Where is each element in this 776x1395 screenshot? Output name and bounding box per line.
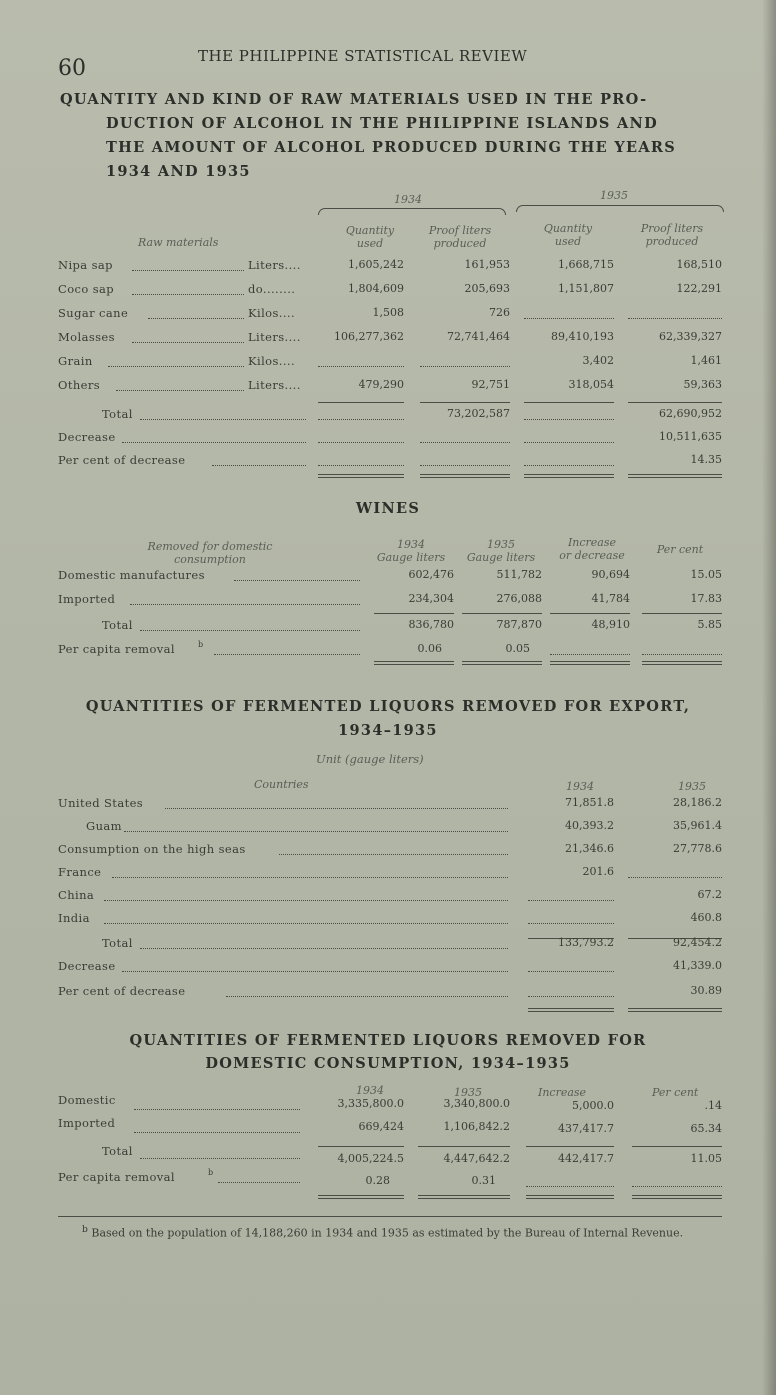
t1-summary-empty-cell	[524, 442, 614, 443]
exp-cell: 71,851.8	[565, 796, 614, 809]
t1-row-label: Sugar cane	[58, 306, 129, 320]
t1-summary-empty-cell	[318, 419, 404, 420]
dom-double-rule	[632, 1195, 722, 1196]
t1-double-rule	[628, 477, 722, 478]
t1-cell: 1,461	[690, 354, 722, 367]
wines-double-rule	[642, 661, 722, 662]
wines-cell: 17.83	[690, 592, 722, 605]
wines-double-rule	[462, 664, 542, 665]
exp-cell: 201.6	[582, 865, 614, 878]
t1-cell: 106,277,362	[334, 330, 404, 343]
exp-col-1934: 1934	[566, 780, 594, 793]
wines-col-1934: 1934 Gauge liters	[376, 538, 446, 564]
exp-leader	[122, 971, 508, 972]
t1-summary-empty-cell	[524, 465, 614, 466]
t1-total-rule	[628, 402, 722, 403]
exp-leader	[104, 900, 508, 901]
t1-row-unit: Liters....	[248, 378, 301, 392]
exp-summary-cell: 30.89	[690, 984, 722, 997]
t1-summary-row-label: Total	[102, 407, 133, 421]
dom-col-1935: 1935	[454, 1086, 482, 1099]
t1-cell: 72,741,464	[447, 330, 510, 343]
wines-cell: 41,784	[591, 592, 630, 605]
t1-summary-leader	[212, 465, 306, 466]
dom-title-line-1: QUANTITIES OF FERMENTED LIQUORS REMOVED FOR	[129, 1032, 647, 1049]
exp-empty-cell	[528, 971, 614, 972]
t1-row-unit: Liters....	[248, 330, 301, 344]
t1-row-label: Nipa sap	[58, 258, 113, 272]
t1-row-unit: Liters....	[248, 258, 301, 272]
exp-leader	[279, 854, 508, 855]
dom-cell: 5,000.0	[572, 1099, 614, 1112]
dom-cell: .14	[704, 1099, 722, 1112]
exp-cell: 35,961.4	[673, 819, 722, 832]
wines-double-rule	[374, 664, 454, 665]
t1-cell: 1,804,609	[348, 282, 404, 295]
t1-row-unit: Kilos....	[248, 306, 295, 320]
t1-double-rule	[524, 477, 614, 478]
t1-cell: 1,151,807	[558, 282, 614, 295]
t1-cell: 161,953	[464, 258, 510, 271]
dom-percap-label: Per capita removal	[58, 1170, 176, 1184]
t1-cell: 122,291	[676, 282, 722, 295]
exp-cell: 27,778.6	[673, 842, 722, 855]
footnote-mark: b	[82, 1224, 88, 1235]
t1-cell: 89,410,193	[551, 330, 614, 343]
dom-double-rule	[318, 1195, 404, 1196]
footnote-text: Based on the population of 14,188,260 in 1934 and 1935 as estimated by the Bureau of Internal Revenue.	[91, 1226, 684, 1240]
t1-summary-empty-cell	[420, 442, 510, 443]
dom-percap-cell: 0.31	[471, 1174, 496, 1187]
dom-double-rule	[318, 1198, 404, 1199]
t1-col-qty-1935: Quantity used	[543, 222, 593, 248]
t1-cell: 3,402	[582, 354, 614, 367]
dom-leader	[218, 1182, 300, 1183]
exp-double-rule	[528, 1011, 614, 1012]
exp-row-label: China	[58, 888, 95, 902]
brace-1934	[318, 208, 506, 215]
wines-percap-cell: 0.05	[505, 642, 530, 655]
t1-row-label: Coco sap	[58, 282, 115, 296]
wines-total-rule	[462, 613, 542, 614]
wines-empty-cell	[550, 654, 630, 655]
wines-total-rule	[374, 613, 454, 614]
t1-cell: 92,751	[471, 378, 510, 391]
t1-col-raw-materials: Raw materials	[138, 236, 219, 249]
t1-summary-cell: 73,202,587	[447, 407, 510, 420]
dom-percap-sup: b	[208, 1168, 214, 1177]
wines-leader	[214, 654, 360, 655]
t1-cell: 205,693	[464, 282, 510, 295]
exp-summary-cell: 41,339.0	[673, 959, 722, 972]
dom-col-increase: Increase	[538, 1086, 587, 1099]
t1-year-1934: 1934	[394, 193, 422, 206]
t1-leader	[148, 318, 244, 319]
wines-leader	[140, 630, 360, 631]
dom-cell: 437,417.7	[558, 1122, 614, 1135]
dom-total-cell: 442,417.7	[558, 1152, 614, 1165]
t1-summary-leader	[140, 419, 306, 420]
dom-double-rule	[526, 1198, 614, 1199]
dom-col-1934: 1934	[356, 1084, 384, 1097]
t1-double-rule	[318, 477, 404, 478]
t1-double-rule	[420, 474, 510, 475]
t1-cell: 318,054	[568, 378, 614, 391]
exp-summary-cell: 92,454.2	[673, 936, 722, 949]
t1-col-qty-1934: Quantity used	[345, 224, 395, 250]
wines-col-percent: Per cent	[656, 543, 704, 556]
t1-cell: 1,605,242	[348, 258, 404, 271]
t1-leader	[132, 270, 244, 271]
t1-empty-cell	[420, 366, 510, 367]
wines-cell: 234,304	[408, 592, 454, 605]
wines-double-rule	[550, 661, 630, 662]
t1-double-rule	[420, 477, 510, 478]
t1-cell: 62,339,327	[659, 330, 722, 343]
t1-row-label: Molasses	[58, 330, 115, 344]
exp-summary-label: Decrease	[58, 959, 116, 973]
t1-summary-cell: 14.35	[690, 453, 722, 466]
dom-double-rule	[632, 1198, 722, 1199]
exp-row-label: France	[58, 865, 102, 879]
exp-leader	[226, 996, 508, 997]
exp-unit: Unit (gauge liters)	[316, 752, 424, 766]
t1-total-rule	[524, 402, 614, 403]
dom-total-cell: 4,447,642.2	[443, 1152, 510, 1165]
t1-leader	[132, 342, 244, 343]
t1-title-line-1: QUANTITY AND KIND OF RAW MATERIALS USED IN THE PRO-	[60, 91, 648, 108]
wines-row-label: Domestic manufactures	[58, 568, 205, 582]
wines-double-rule	[462, 661, 542, 662]
dom-double-rule	[526, 1195, 614, 1196]
exp-row-label: Guam	[86, 819, 122, 833]
dom-total-rule	[526, 1146, 614, 1147]
wines-row-label: Imported	[58, 592, 116, 606]
dom-cell: 65.34	[690, 1122, 722, 1135]
wines-total-cell: 48,910	[591, 618, 630, 631]
exp-col-1935: 1935	[678, 780, 706, 793]
exp-row-label: United States	[58, 796, 144, 810]
dom-leader	[140, 1158, 300, 1159]
exp-double-rule	[628, 1011, 722, 1012]
dom-leader	[134, 1132, 300, 1133]
page-number: 60	[58, 56, 86, 81]
exp-row-label: Consumption on the high seas	[58, 842, 246, 856]
exp-summary-label: Total	[102, 936, 133, 950]
dom-cell: 1,106,842.2	[443, 1120, 510, 1133]
t1-summary-empty-cell	[420, 465, 510, 466]
exp-title-line-2: 1934–1935	[338, 722, 438, 739]
t1-col-proof-1935: Proof liters produced	[640, 222, 704, 248]
wines-total-cell: 787,870	[496, 618, 542, 631]
exp-cell: 460.8	[690, 911, 722, 924]
wines-col-1935: 1935 Gauge liters	[466, 538, 536, 564]
wines-cell: 602,476	[408, 568, 454, 581]
t1-leader	[108, 366, 244, 367]
running-head: THE PHILIPPINE STATISTICAL REVIEW	[198, 47, 528, 65]
t1-empty-cell	[524, 318, 614, 319]
footnote-rule	[58, 1216, 722, 1217]
exp-leader	[124, 831, 508, 832]
dom-row-label: Imported	[58, 1116, 116, 1130]
t1-leader	[116, 390, 244, 391]
exp-cell: 21,346.6	[565, 842, 614, 855]
wines-double-rule	[550, 664, 630, 665]
exp-leader	[104, 923, 508, 924]
t1-title-line-4: 1934 AND 1935	[106, 163, 251, 180]
t1-empty-cell	[628, 318, 722, 319]
exp-leader	[165, 808, 508, 809]
t1-leader	[132, 294, 244, 295]
t1-cell: 479,290	[358, 378, 404, 391]
t1-cell: 1,668,715	[558, 258, 614, 271]
wines-leader	[130, 604, 360, 605]
exp-summary-cell: 133,793.2	[558, 936, 614, 949]
exp-row-label: India	[58, 911, 90, 925]
exp-col-countries: Countries	[254, 778, 309, 791]
exp-empty-cell	[528, 900, 614, 901]
exp-leader	[112, 877, 508, 878]
dom-double-rule	[418, 1195, 510, 1196]
wines-total-label: Total	[102, 618, 133, 632]
t1-cell: 168,510	[676, 258, 722, 271]
t1-row-label: Grain	[58, 354, 93, 368]
exp-double-rule	[628, 1008, 722, 1009]
wines-leader	[234, 580, 360, 581]
dom-empty-cell	[526, 1186, 614, 1187]
t1-total-rule	[420, 402, 510, 403]
wines-double-rule	[642, 664, 722, 665]
exp-title-line-1: QUANTITIES OF FERMENTED LIQUORS REMOVED FOR EXPORT,	[85, 698, 691, 715]
exp-double-rule	[528, 1008, 614, 1009]
t1-row-unit: Kilos....	[248, 354, 295, 368]
dom-leader	[134, 1109, 300, 1110]
t1-title-line-2: DUCTION OF ALCOHOL IN THE PHILIPPINE ISLANDS AND	[106, 115, 658, 132]
dom-title-line-2: DOMESTIC CONSUMPTION, 1934–1935	[205, 1055, 571, 1072]
footnote	[58, 1222, 722, 1242]
wines-cell: 276,088	[496, 592, 542, 605]
book-spine-shadow	[762, 0, 776, 1395]
t1-empty-cell	[318, 366, 404, 367]
t1-summary-empty-cell	[524, 419, 614, 420]
dom-row-label: Domestic	[58, 1093, 116, 1107]
t1-row-label: Others	[58, 378, 101, 392]
t1-cell: 726	[489, 306, 510, 319]
dom-total-cell: 11.05	[690, 1152, 722, 1165]
t1-summary-leader	[122, 442, 306, 443]
t1-col-proof-1934: Proof liters produced	[428, 224, 492, 250]
wines-double-rule	[374, 661, 454, 662]
t1-double-rule	[628, 474, 722, 475]
exp-empty-cell	[628, 877, 722, 878]
dom-cell: 3,335,800.0	[337, 1097, 404, 1110]
wines-total-cell: 5.85	[697, 618, 722, 631]
wines-col-removed: Removed for domestic consumption	[147, 540, 273, 566]
wines-cell: 90,694	[591, 568, 630, 581]
dom-total-rule	[632, 1146, 722, 1147]
wines-percap-label: Per capita removal	[58, 642, 176, 656]
t1-summary-row-label: Per cent of decrease	[58, 453, 186, 467]
wines-title: WINES	[355, 500, 421, 517]
wines-total-rule	[642, 613, 722, 614]
exp-leader	[140, 948, 508, 949]
wines-col-increase: Increase or decrease	[559, 536, 625, 562]
dom-cell: 669,424	[358, 1120, 404, 1133]
wines-empty-cell	[642, 654, 722, 655]
exp-cell: 67.2	[697, 888, 722, 901]
t1-summary-row-label: Decrease	[58, 430, 116, 444]
dom-percap-cell: 0.28	[365, 1174, 390, 1187]
t1-summary-empty-cell	[318, 465, 404, 466]
wines-total-cell: 836,780	[408, 618, 454, 631]
dom-empty-cell	[632, 1186, 722, 1187]
wines-percap-cell: 0.06	[417, 642, 442, 655]
dom-double-rule	[418, 1198, 510, 1199]
t1-total-rule	[318, 402, 404, 403]
t1-row-unit: do........	[248, 282, 296, 296]
t1-summary-cell: 10,511,635	[659, 430, 722, 443]
wines-cell: 15.05	[690, 568, 722, 581]
t1-cell: 1,508	[372, 306, 404, 319]
t1-year-1935: 1935	[600, 189, 628, 202]
t1-double-rule	[318, 474, 404, 475]
t1-double-rule	[524, 474, 614, 475]
wines-percap-sup: b	[198, 640, 204, 649]
exp-cell: 40,393.2	[565, 819, 614, 832]
t1-cell: 59,363	[683, 378, 722, 391]
dom-total-rule	[418, 1146, 510, 1147]
exp-cell: 28,186.2	[673, 796, 722, 809]
exp-summary-label: Per cent of decrease	[58, 984, 186, 998]
t1-summary-empty-cell	[318, 442, 404, 443]
dom-cell: 3,340,800.0	[443, 1097, 510, 1110]
brace-1935	[516, 205, 724, 212]
t1-title-line-3: THE AMOUNT OF ALCOHOL PRODUCED DURING THE YEARS	[106, 139, 677, 156]
dom-total-label: Total	[102, 1144, 133, 1158]
exp-empty-cell	[528, 923, 614, 924]
exp-empty-cell	[528, 996, 614, 997]
wines-total-rule	[550, 613, 630, 614]
t1-summary-cell: 62,690,952	[659, 407, 722, 420]
dom-col-percent: Per cent	[652, 1086, 699, 1099]
wines-cell: 511,782	[496, 568, 542, 581]
dom-total-rule	[318, 1146, 404, 1147]
dom-total-cell: 4,005,224.5	[337, 1152, 404, 1165]
